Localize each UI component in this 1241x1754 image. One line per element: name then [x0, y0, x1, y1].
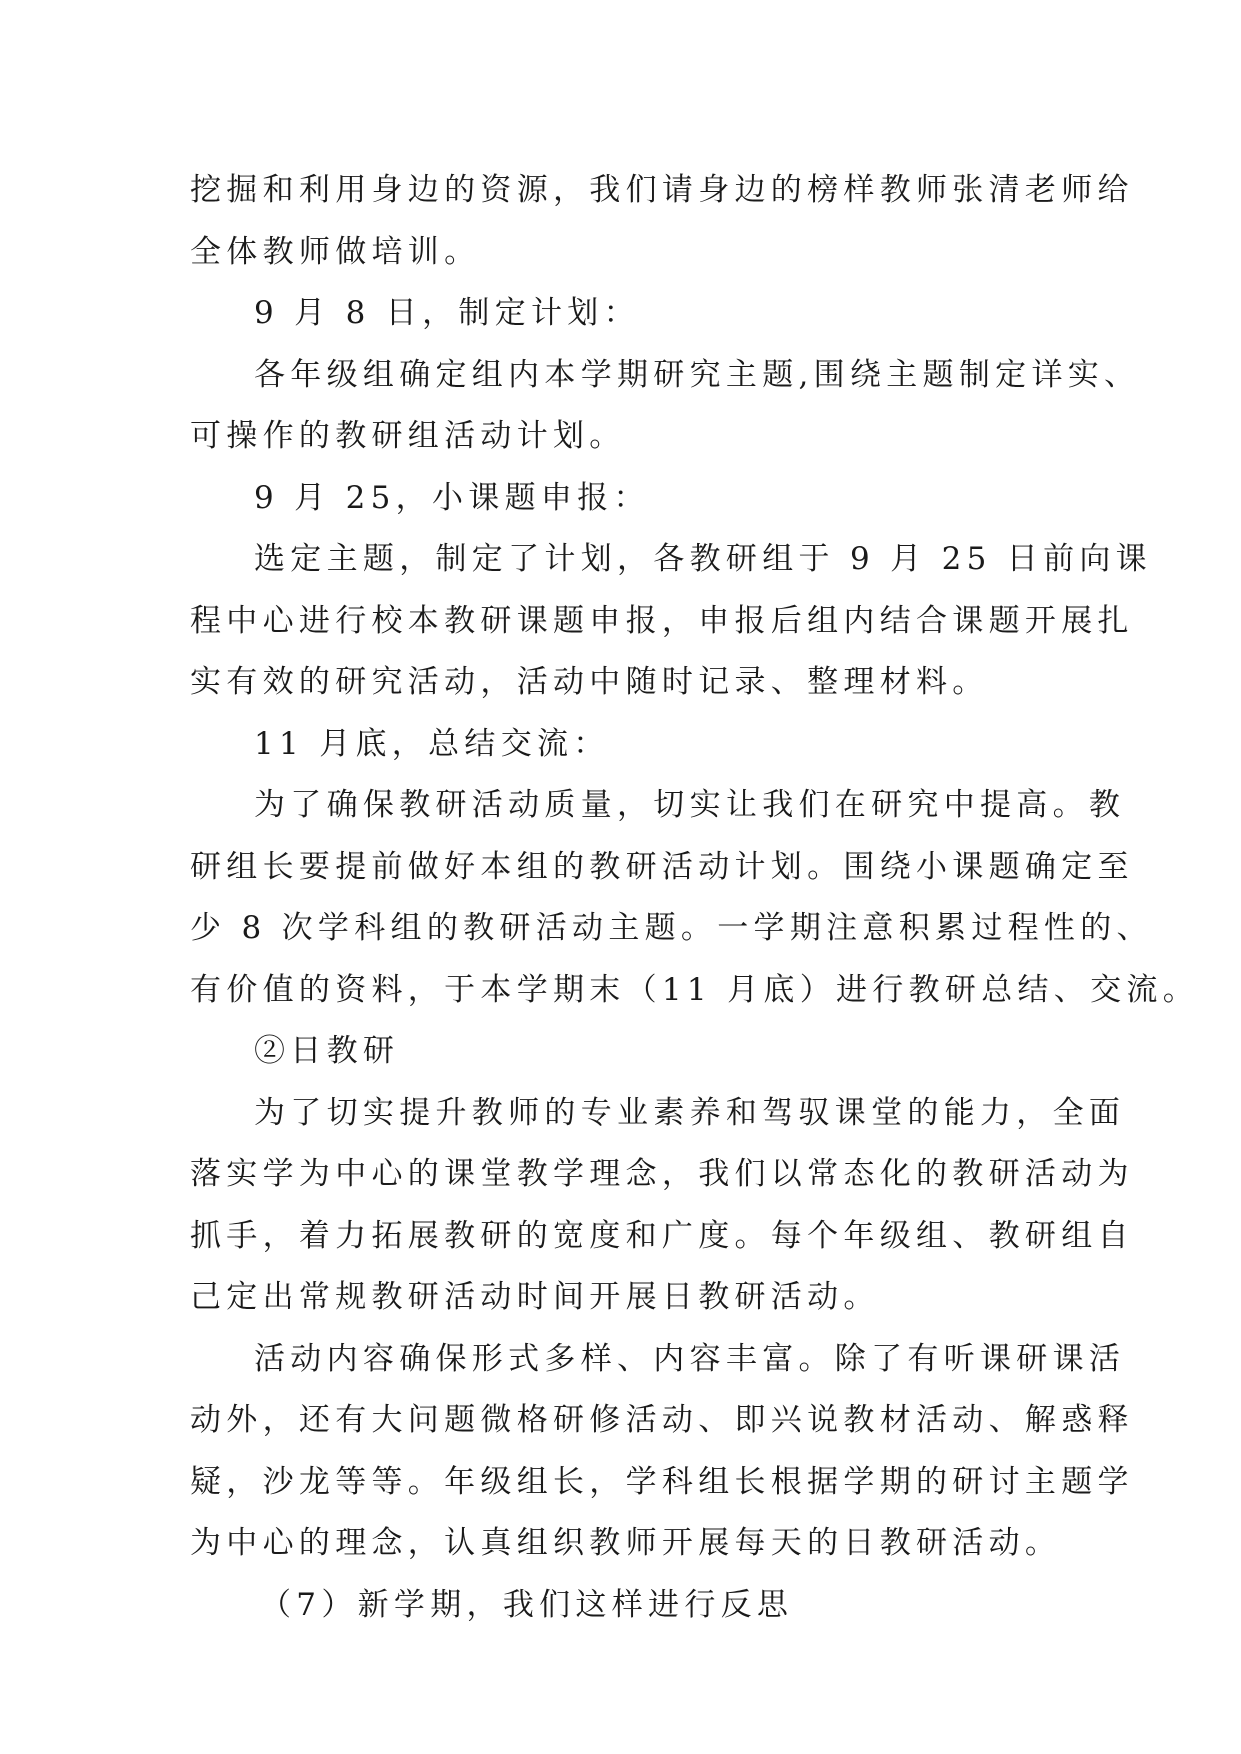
subsection-heading: ②日教研 — [254, 1033, 400, 1069]
paragraph-line: 程中心进行校本教研课题申报，申报后组内结合课题开展扎 — [190, 602, 1134, 639]
paragraph-line: 各年级组确定组内本学期研究主题,围绕主题制定详实、 — [254, 356, 1141, 393]
paragraph-line: 抓手，着力拓展教研的宽度和广度。每个年级组、教研组自 — [190, 1217, 1134, 1254]
section-heading: （7）新学期，我们这样进行反思 — [260, 1586, 794, 1623]
paragraph-line: 落实学为中心的课堂教学理念，我们以常态化的教研活动为 — [190, 1156, 1134, 1192]
document-body — [190, 160, 1199, 1636]
section-date-heading: 11 月底，总结交流： — [254, 725, 610, 762]
paragraph-line: 研组长要提前做好本组的教研活动计划。围绕小课题确定至 — [190, 848, 1134, 885]
paragraph-line: 可操作的教研组活动计划。 — [190, 418, 626, 454]
paragraph-line: 选定主题，制定了计划，各教研组于 9 月 25 日前向课 — [254, 541, 1152, 577]
paragraph-line: 动外，还有大问题微格研修活动、即兴说教材活动、解惑释 — [190, 1402, 1134, 1438]
paragraph-line: 挖掘和利用身边的资源，我们请身边的榜样教师张清老师给 — [190, 172, 1134, 208]
paragraph-line: 为了切实提升教师的专业素养和驾驭课堂的能力，全面 — [254, 1094, 1126, 1131]
paragraph-line: 为了确保教研活动质量，切实让我们在研究中提高。教 — [254, 787, 1126, 823]
paragraph-line: 为中心的理念，认真组织教师开展每天的日教研活动。 — [190, 1525, 1062, 1561]
section-date-heading: 9 月 25，小课题申报： — [254, 479, 650, 516]
paragraph-line: 实有效的研究活动，活动中随时记录、整理材料。 — [190, 664, 989, 700]
paragraph-line: 疑，沙龙等等。年级组长，学科组长根据学期的研讨主题学 — [190, 1463, 1134, 1500]
paragraph-line: 全体教师做培训。 — [190, 233, 481, 270]
section-date-heading: 9 月 8 日，制定计划： — [254, 295, 640, 331]
paragraph-line: 有价值的资料，于本学期末（11 月底）进行教研总结、交流。 — [190, 971, 1199, 1008]
paragraph-line: 己定出常规教研活动时间开展日教研活动。 — [190, 1279, 880, 1315]
paragraph-line: 活动内容确保形式多样、内容丰富。除了有听课研课活 — [254, 1340, 1126, 1377]
paragraph-line: 少 8 次学科组的教研活动主题。一学期注意积累过程性的、 — [190, 910, 1153, 946]
